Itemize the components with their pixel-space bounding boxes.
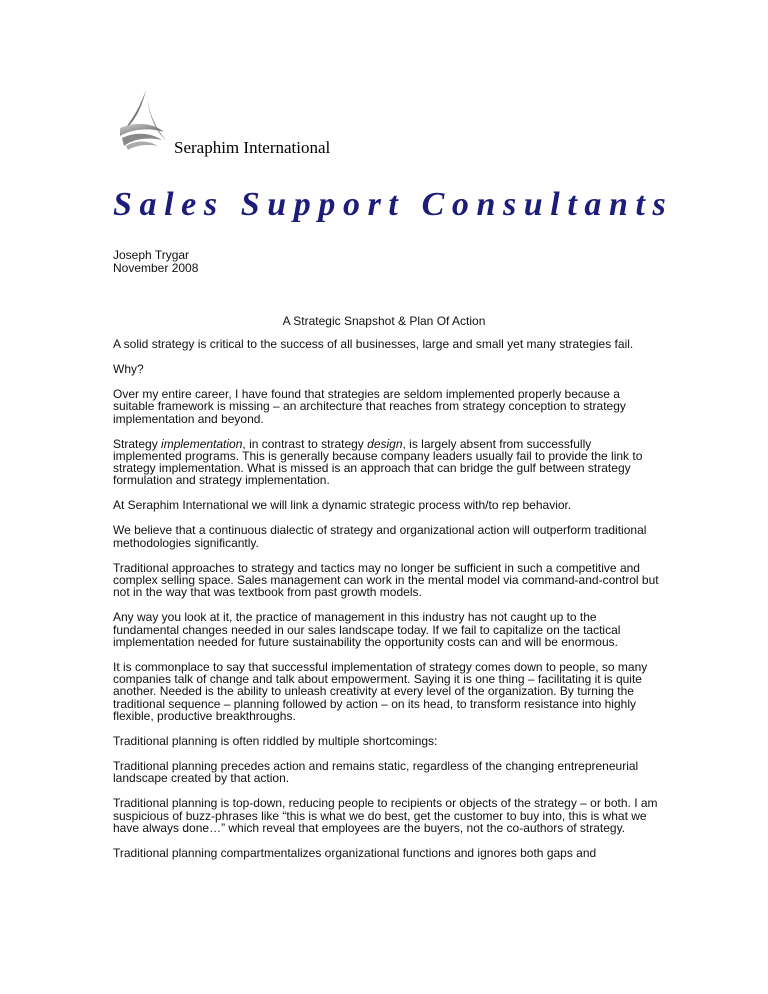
paragraph: Traditional planning is often riddled by multiple shortcomings: [113,734,438,749]
headline: Sales Support Consultants [113,186,674,223]
paragraph: We believe that a continuous dialectic of strategy and organizational action will outperform traditional methodologies significantly. [113,523,647,550]
emphasis-text: design [367,436,403,451]
paragraph: Why? [113,361,144,376]
paragraph: It is commonplace to say that successful implementation of strategy comes down to people, so many companies talk of change and talk about empowerment. Saying it is one thing – facilitating it is quite another. Needed is the ability to unleash creativity at every level of the organization. By turning the traditional sequence – planning followed by action – on its head, to transform resistance into highly flexible, productive breakthroughs. [113,659,648,724]
author-block [113,249,198,275]
document-body [113,338,661,872]
paragraph: Traditional planning compartmentalizes organizational functions and ignores both gaps and [113,845,597,860]
paragraph [113,438,661,487]
paragraph-text: , in contrast to strategy [242,436,368,451]
paragraph-text: Strategy [113,436,162,451]
paragraph: Any way you look at it, the practice of management in this industry has not caught up to the fundamental changes needed in our sales landscape today. If we fail to capitalize on the tactical implementation needed for future sustainability the opportunity costs can and will be enormous. [113,610,621,649]
paragraph: A solid strategy is critical to the success of all businesses, large and small yet many strategies fail. [113,337,634,351]
paragraph: Over my entire career, I have found that strategies are seldom implemented properly because a suitable framework is missing – an architecture that reaches from strategy conception to strategy implementation and beyond. [113,386,626,426]
paragraph: Traditional planning precedes action and remains static, regardless of the changing entrepreneurial landscape created by that action. [113,759,639,786]
document-date: November 2008 [113,261,199,275]
paragraph: Traditional approaches to strategy and tactics may no longer be sufficient in such a competitive and complex selling space. Sales management can work in the mental model via command-and-control but not in the way that was textbook from past growth models. [113,560,659,600]
document-title: A Strategic Snapshot & Plan Of Action [282,314,486,328]
seraphim-logo-icon [116,88,168,152]
paragraph-text: , is largely absent from successfully implemented programs. This is generally because company leaders usually fail to provide the link to strategy implementation. What is missed is an approach that can bridge the gulf between strategy formulation and strategy implementation. [113,436,643,488]
author-name: Joseph Trygar [113,248,190,262]
company-name: Seraphim International [174,138,331,157]
paragraph: Traditional planning is top-down, reducing people to recipients or objects of the strategy – or both. I am suspicious of buzz-phrases like “this is what we do best, get the customer to buy into, this is what we have always done…” which reveal that employees are the buyers, not the co-authors of strategy. [113,796,658,835]
emphasis-text: implementation [161,436,243,451]
paragraph: At Seraphim International we will link a dynamic strategic process with/to rep behavior. [113,498,572,513]
